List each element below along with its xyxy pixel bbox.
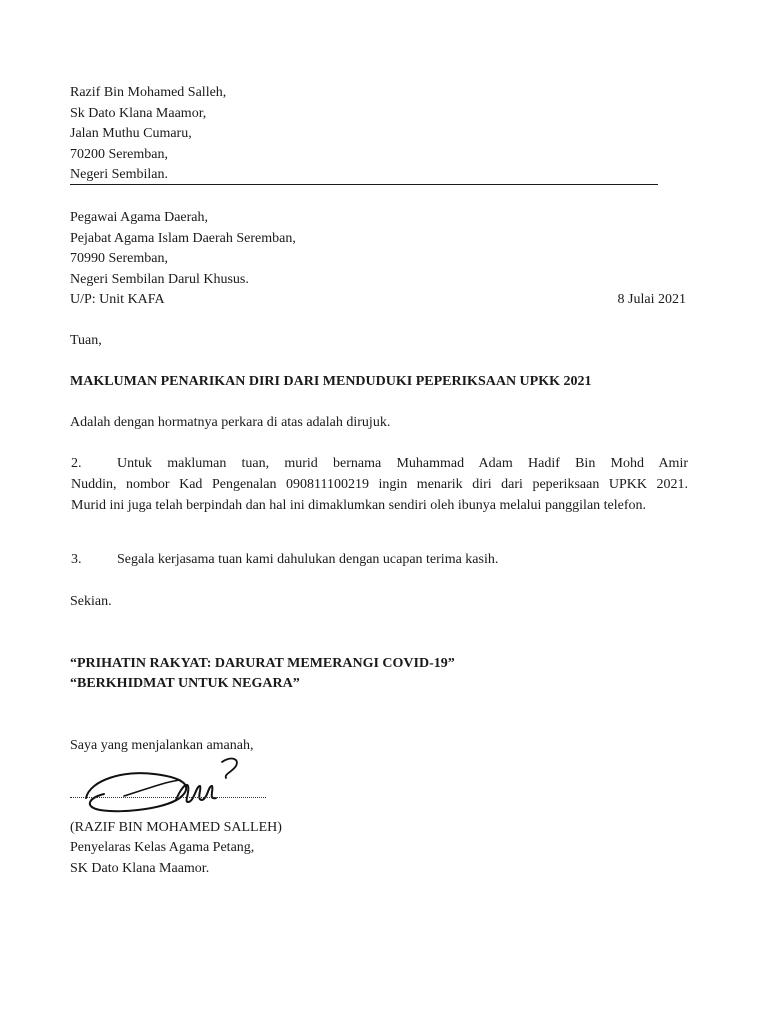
signature-dotted-line bbox=[70, 797, 266, 798]
sender-state: Negeri Sembilan. bbox=[70, 167, 168, 182]
recipient-title: Pegawai Agama Daerah, bbox=[70, 210, 208, 225]
letter-date: 8 Julai 2021 bbox=[617, 292, 686, 307]
signatory-position: Penyelaras Kelas Agama Petang, bbox=[70, 840, 255, 855]
salutation: Tuan, bbox=[70, 333, 102, 348]
paragraph-2 bbox=[71, 453, 688, 516]
sender-city: 70200 Seremban, bbox=[70, 147, 168, 162]
sender-street: Jalan Muthu Cumaru, bbox=[70, 126, 192, 141]
opening-paragraph: Adalah dengan hormatnya perkara di atas adalah dirujuk. bbox=[70, 415, 391, 430]
slogan-2: “BERKHIDMAT UNTUK NEGARA” bbox=[70, 676, 300, 691]
slogan-1: “PRIHATIN RAKYAT: DARURAT MEMERANGI COVID-19” bbox=[70, 656, 455, 671]
recipient-office: Pejabat Agama Islam Daerah Seremban, bbox=[70, 231, 296, 246]
paragraph-2-line-3: Murid ini juga telah berpindah dan hal ini dimaklumkan sendiri oleh ibunya melalui panggilan telefon. bbox=[71, 498, 647, 513]
paragraph-2-first-line bbox=[71, 453, 688, 474]
sender-school: Sk Dato Klana Maamor, bbox=[70, 106, 207, 121]
handwritten-signature bbox=[84, 752, 254, 818]
recipient-state: Negeri Sembilan Darul Khusus. bbox=[70, 272, 249, 287]
recipient-city: 70990 Seremban, bbox=[70, 251, 168, 266]
sender-name: Razif Bin Mohamed Salleh, bbox=[70, 85, 227, 100]
letterhead-divider bbox=[70, 184, 658, 185]
signatory-name: (RAZIF BIN MOHAMED SALLEH) bbox=[70, 820, 282, 835]
paragraph-2-line-2: Nuddin, nombor Kad Pengenalan 090811100219 ingin menarik diri dari peperiksaan UPKK 2021. bbox=[71, 477, 688, 492]
subject-heading: MAKLUMAN PENARIKAN DIRI DARI MENDUDUKI PEPERIKSAAN UPKK 2021 bbox=[70, 374, 592, 389]
closing: Sekian. bbox=[70, 594, 112, 609]
signoff: Saya yang menjalankan amanah, bbox=[70, 738, 254, 753]
paragraph-2-line-1: Untuk makluman tuan, murid bernama Muhammad Adam Hadif Bin Mohd Amir bbox=[117, 456, 688, 471]
signatory-school: SK Dato Klana Maamor. bbox=[70, 861, 210, 876]
recipient-attention: U/P: Unit KAFA bbox=[70, 292, 165, 307]
paragraph-3 bbox=[71, 550, 498, 570]
paragraph-3-number: 3. bbox=[71, 552, 82, 567]
paragraph-2-number: 2. bbox=[71, 456, 82, 471]
paragraph-3-text: Segala kerjasama tuan kami dahulukan dengan ucapan terima kasih. bbox=[117, 552, 499, 567]
